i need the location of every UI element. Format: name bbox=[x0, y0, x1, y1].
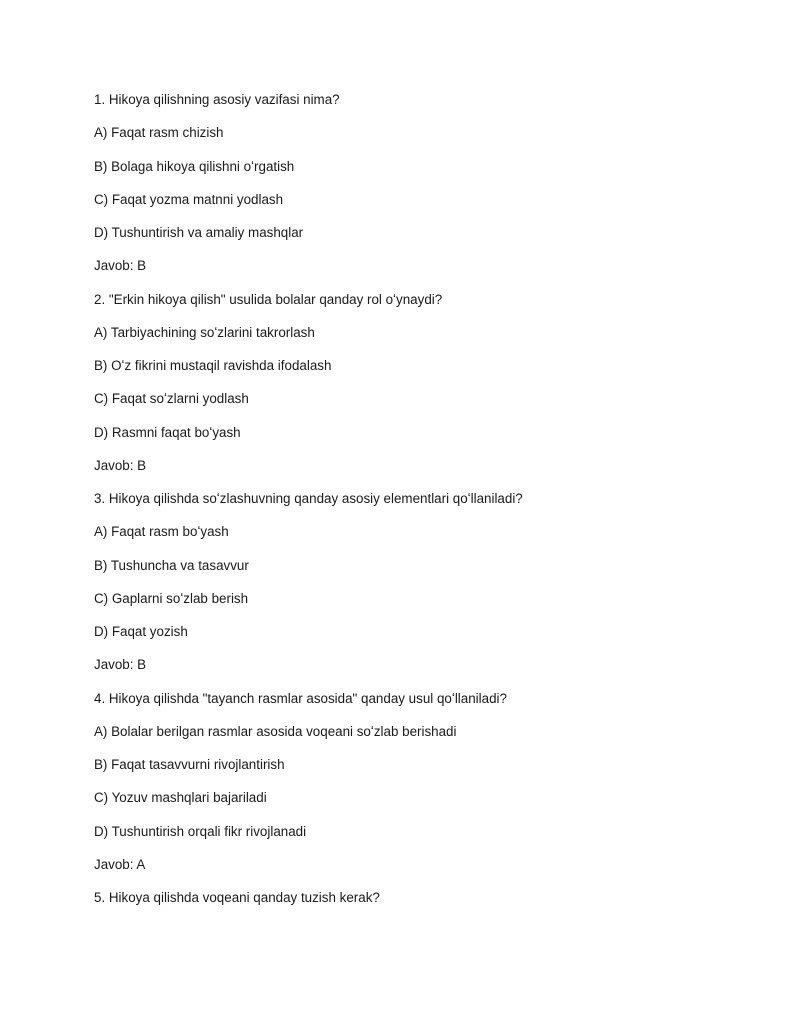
question-4: 4. Hikoya qilishda "tayanch rasmlar asosida" qanday usul qoʻllaniladi? bbox=[94, 690, 507, 706]
option-a: A) Bolalar berilgan rasmlar asosida voqeani soʻzlab berishadi bbox=[94, 723, 457, 739]
answer: Javob: B bbox=[94, 457, 147, 473]
option-a: A) Faqat rasm chizish bbox=[94, 125, 224, 141]
question-3: 3. Hikoya qilishda soʻzlashuvning qanday asosiy elementlari qoʻllaniladi? bbox=[94, 491, 523, 506]
option-b: B) Bolaga hikoya qilishni oʻrgatish bbox=[94, 158, 295, 174]
option-d: D) Tushuntirish orqali fikr rivojlanadi bbox=[94, 823, 307, 839]
answer: Javob: B bbox=[94, 258, 147, 274]
option-d: D) Faqat yozish bbox=[94, 624, 188, 639]
option-c: C) Gaplarni soʻzlab berish bbox=[94, 590, 249, 606]
question-5: 5. Hikoya qilishda voqeani qanday tuzish kerak? bbox=[94, 890, 380, 905]
question-1: 1. Hikoya qilishning asosiy vazifasi nima? bbox=[94, 92, 340, 107]
document-page bbox=[94, 91, 744, 922]
question-2: 2. "Erkin hikoya qilish" usulida bolalar qanday rol oʻynaydi? bbox=[94, 291, 443, 307]
option-b: B) Faqat tasavvurni rivojlantirish bbox=[94, 757, 285, 772]
option-c: C) Faqat yozma matnni yodlash bbox=[94, 191, 284, 207]
option-c: C) Yozuv mashqlari bajariladi bbox=[94, 790, 267, 806]
option-b: B) Tushuncha va tasavvur bbox=[94, 557, 249, 573]
option-b: B) Oʻz fikrini mustaqil ravishda ifodalash bbox=[94, 358, 332, 373]
answer: Javob: B bbox=[94, 657, 147, 673]
option-a: A) Faqat rasm boʻyash bbox=[94, 524, 229, 540]
option-a: A) Tarbiyachining soʻzlarini takrorlash bbox=[94, 324, 315, 340]
answer: Javob: A bbox=[94, 856, 146, 872]
option-c: C) Faqat soʻzlarni yodlash bbox=[94, 391, 249, 407]
option-d: D) Tushuntirish va amaliy mashqlar bbox=[94, 225, 304, 240]
option-d: D) Rasmni faqat boʻyash bbox=[94, 424, 241, 440]
